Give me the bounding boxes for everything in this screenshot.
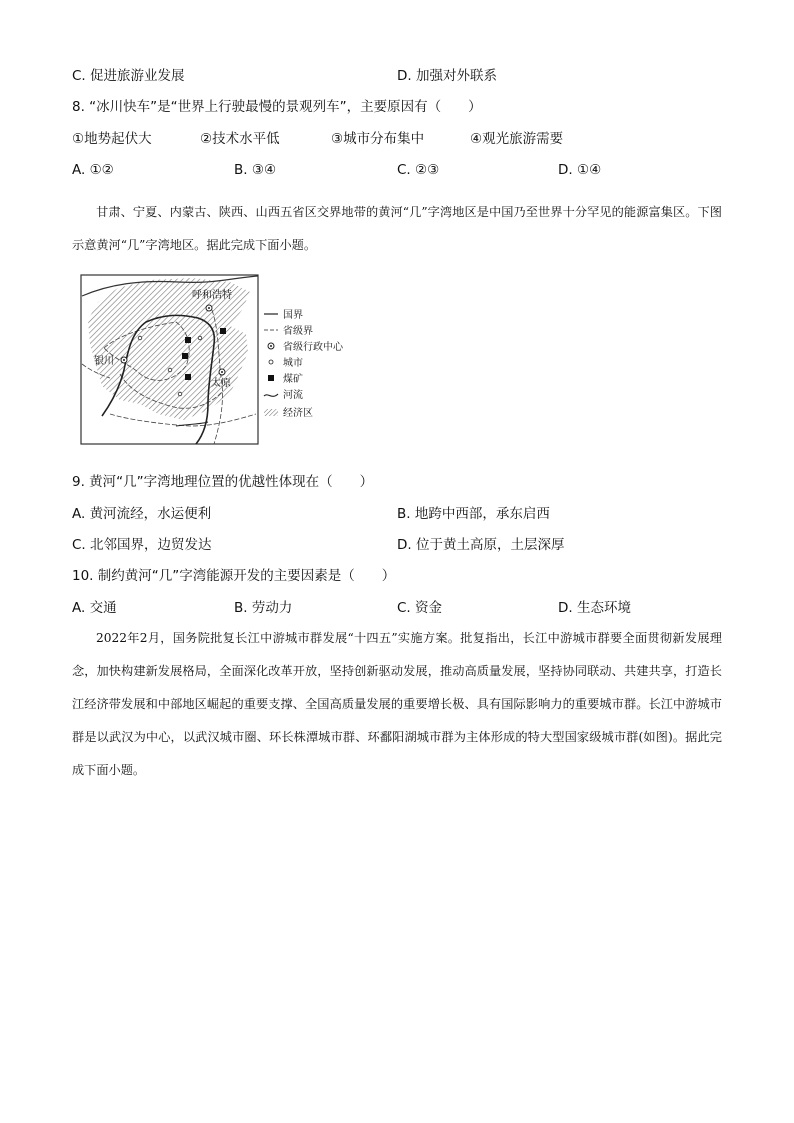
legend-economic-zone-symbol [264,409,278,416]
city-marker [178,392,182,396]
q8-option-d: D. ①④ [558,162,602,178]
q8-item-2: ②技术水平低 [200,131,280,147]
passage-2 [72,622,722,787]
q9-option-b: B. 地跨中西部，承东启西 [397,506,550,522]
city-marker [198,336,202,340]
q10-option-a: A. 交通 [72,600,117,616]
yellow-river-bend-map [80,274,360,446]
passage-2-text: 2022年2月，国务院批复长江中游城市群发展“十四五”实施方案。批复指出，长江中游城市群要全面贯彻新发展理念，加快构建新发展格局，全面深化改革开放，坚持创新驱动发展，推动高质量发展，坚持协同联动、共建共享，打造长江经济带发展和中部地区崛起的重要支撑、全国高质量发展的重要增长极、具有国际影响力的重要城市群。长江中游城市群是以武汉为中心，以武汉城市圈、环长株潭城市群、环鄱阳湖城市群为主体形成的特大型国家级城市群(如图)。据此完成下面小题。 [72,631,722,777]
map-label-taiyuan: 太原 [211,378,231,389]
map-label-yinchuan: 银川 [94,356,114,367]
q8-item-3: ③城市分布集中 [331,131,425,147]
coal-mine-marker [182,353,188,359]
legend-national-border: 国界 [283,310,303,321]
q9-option-c: C. 北邻国界，边贸发达 [72,537,212,553]
q10-stem: 10. 制约黄河“几”字湾能源开发的主要因素是（ ） [72,568,396,584]
map-label-hohhot: 呼和浩特 [192,290,232,301]
q8-option-c: C. ②③ [397,162,440,178]
q8-option-a: A. ①② [72,162,114,178]
legend-provincial-capital: 省级行政中心 [283,342,343,353]
q8-item-1: ①地势起伏大 [72,131,152,147]
map-legend [264,309,344,419]
legend-provincial-border: 省级界 [283,326,313,337]
legend-coal-mine: 煤矿 [283,374,303,385]
q9-option-d: D. 位于黄土高原，土层深厚 [397,537,565,553]
passage-1 [72,196,722,262]
q10-option-c: C. 资金 [397,600,443,616]
legend-economic-zone: 经济区 [283,408,313,419]
q10-option-b: B. 劳动力 [234,600,293,616]
q8-stem: 8. “冰川快车”是“世界上行驶最慢的景观列车”，主要原因有（ ） [72,99,482,115]
coal-mine-marker [185,337,191,343]
city-marker [168,368,172,372]
q7-option-d: D. 加强对外联系 [397,68,497,84]
legend-city: 城市 [283,358,303,369]
q9-option-a: A. 黄河流经，水运便利 [72,506,212,522]
q7-option-c: C. 促进旅游业发展 [72,68,185,84]
legend-city-symbol [269,360,273,364]
legend-river-symbol [264,394,278,396]
q8-option-b: B. ③④ [234,162,277,178]
q8-item-4: ④观光旅游需要 [470,131,564,147]
passage-1-text: 甘肃、宁夏、内蒙古、陕西、山西五省区交界地带的黄河“几”字湾地区是中国乃至世界十分罕见的能源富集区。下图示意黄河“几”字湾地区。据此完成下面小题。 [72,205,722,252]
city-marker [138,336,142,340]
coal-mine-marker [185,374,191,380]
coal-mine-marker [220,328,226,334]
q9-stem: 9. 黄河“几”字湾地理位置的优越性体现在（ ） [72,474,374,490]
legend-coal-symbol [268,375,274,381]
legend-river: 河流 [283,390,303,401]
q10-option-d: D. 生态环境 [558,600,631,616]
